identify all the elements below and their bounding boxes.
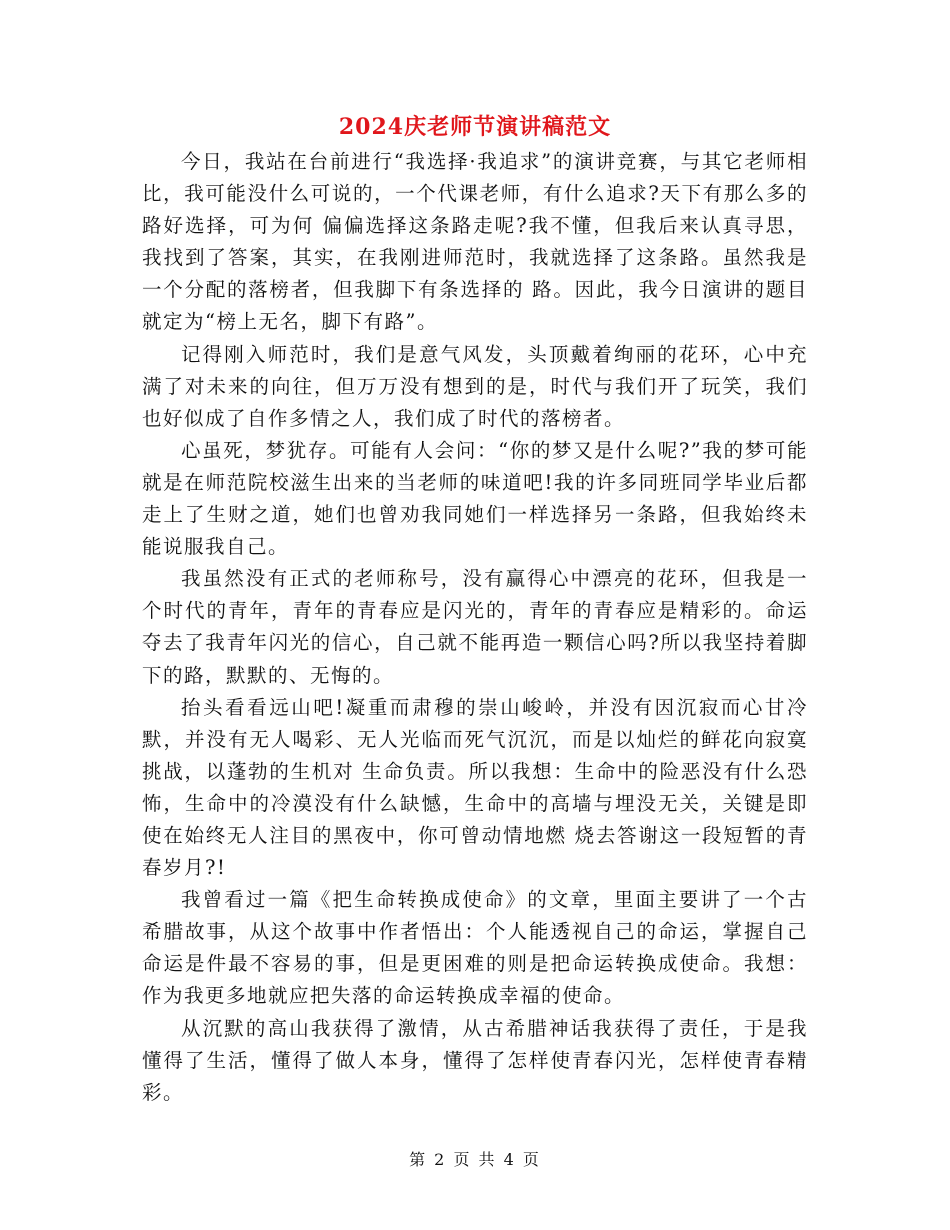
article-body (142, 146, 808, 1109)
paragraph: 记得刚入师范时，我们是意气风发，头顶戴着绚丽的花环，心中充满了对未来的向往，但万万没有想到的是，时代与我们开了玩笑，我们也好似成了自作多情之人，我们成了时代的落榜者。 (142, 342, 808, 430)
page-title: 2024庆老师节演讲稿范文 (338, 114, 612, 140)
paragraph: 我曾看过一篇《把生命转换成使命》的文章，里面主要讲了一个古希腊故事，从这个故事中作者悟出：个人能透视自己的命运，掌握自己命运是件最不容易的事，但是更困难的则是把命运转换成使命。我想：作为我更多地就应把失落的命运转换成幸福的使命。 (142, 888, 808, 1008)
paragraph: 心虽死，梦犹存。可能有人会问：“你的梦又是什么呢?”我的梦可能就是在师范院校滋生出来的当老师的味道吧!我的许多同班同学毕业后都走上了生财之道，她们也曾劝我同她们一样选择另一条路，但我始终未能说服我自己。 (142, 438, 808, 559)
paragraph: 今日，我站在台前进行“我选择·我追求”的演讲竞赛，与其它老师相比，我可能没什么可说的，一个代课老师，有什么追求?天下有那么多的路好选择，可为何 偏偏选择这条路走呢?我不懂，但我后来认真寻思，我找到了答案，其实，在我刚进师范时，我就选择了这条路。虽然我是一个分配的落榜者，但我脚下有条选择的 路。因此，我今日演讲的题目就定为“榜上无名，脚下有路”。 (142, 150, 808, 334)
paragraph: 抬头看看远山吧!凝重而肃穆的崇山峻岭，并没有因沉寂而心甘冷默，并没有无人喝彩、无人光临而死气沉沉，而是以灿烂的鲜花向寂寞挑战，以蓬勃的生机对 生命负责。所以我想：生命中的险恶没有什么恐怖，生命中的冷漠没有什么缺憾，生命中的高墙与埋没无关，关键是即使在始终无人注目的黑夜中，你可曾动情地燃 烧去答谢这一段短暂的青春岁月?! (142, 695, 808, 880)
page-number: 第 2 页 共 4 页 (409, 1150, 541, 1169)
paragraph: 从沉默的高山我获得了激情，从古希腊神话我获得了责任，于是我懂得了生活，懂得了做人本身，懂得了怎样使青春闪光，怎样使青春精彩。 (142, 1016, 808, 1104)
paragraph: 我虽然没有正式的老师称号，没有赢得心中漂亮的花环，但我是一个时代的青年，青年的青春应是闪光的，青年的青春应是精彩的。命运夺去了我青年闪光的信心，自己就不能再造一颗信心吗?所以我坚持着脚下的路，默默的、无悔的。 (142, 567, 808, 687)
